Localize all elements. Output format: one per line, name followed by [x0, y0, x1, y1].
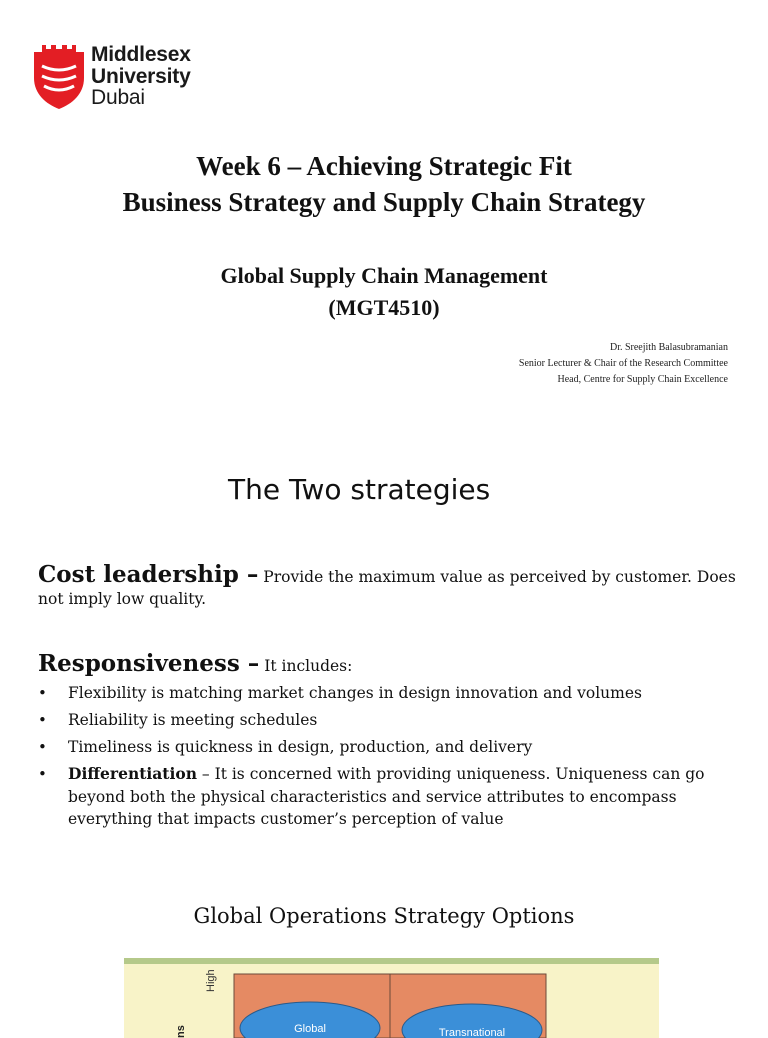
list-item: • Flexibility is matching market changes in design innovation and volumes [38, 682, 738, 705]
author-info [519, 340, 728, 388]
title-line-2: Business Strategy and Supply Chain Strategy [122, 187, 646, 217]
operations-strategy-slide [0, 880, 768, 1038]
list-item [38, 763, 738, 831]
shield-icon [32, 44, 86, 110]
cost-leadership-heading: Cost leadership – [38, 561, 259, 588]
strategies-slide [0, 440, 768, 860]
slide-title: Global Operations Strategy Options [193, 904, 575, 928]
responsiveness-list [38, 682, 738, 831]
slide-title: The Two strategies [228, 473, 491, 506]
list-item: • Timeliness is quickness in design, production, and delivery [38, 736, 738, 759]
differentiation-label: Differentiation [68, 764, 197, 783]
diagram-top-band [124, 958, 659, 964]
university-logo [32, 44, 191, 110]
cell-label-global: Global [294, 1023, 326, 1035]
axis-high-label: High [205, 969, 217, 992]
differentiation-text: – It is concerned with providing uniqueness. Uniqueness can go beyond both the physical characteristics and service attributes to encompass everything that impacts customer’s perception of value [68, 765, 705, 828]
course-subtitle [0, 260, 768, 324]
logo-line-3: Dubai [91, 86, 145, 109]
author-affiliation: Head, Centre for Supply Chain Excellence [557, 374, 728, 385]
title-slide [0, 0, 768, 420]
cost-leadership-paragraph [38, 561, 738, 610]
responsiveness-section [38, 652, 738, 835]
author-name: Dr. Sreejith Balasubramanian [609, 342, 728, 353]
responsiveness-heading: Responsiveness – [38, 650, 260, 677]
title-line-1: Week 6 – Achieving Strategic Fit [196, 151, 572, 181]
course-code: (MGT4510) [328, 295, 440, 320]
logo-line-2: University [91, 64, 191, 88]
logo-line-1: Middlesex [91, 43, 191, 66]
cell-label-transnational: Transnational [438, 1027, 506, 1038]
responsiveness-paragraph [38, 652, 738, 678]
lecture-title [0, 148, 768, 220]
strategy-matrix-diagram [124, 958, 659, 1038]
author-role: Senior Lecturer & Chair of the Research Committee [518, 358, 728, 369]
logo-wordmark [91, 44, 191, 109]
list-item: • Reliability is meeting schedules [38, 709, 738, 732]
cost-leadership-text: Provide the maximum value as perceived by customer. Does not imply low quality. [38, 568, 736, 608]
axis-label: ns [175, 1025, 187, 1038]
course-name: Global Supply Chain Management [220, 263, 548, 288]
responsiveness-text: It includes: [259, 657, 353, 675]
